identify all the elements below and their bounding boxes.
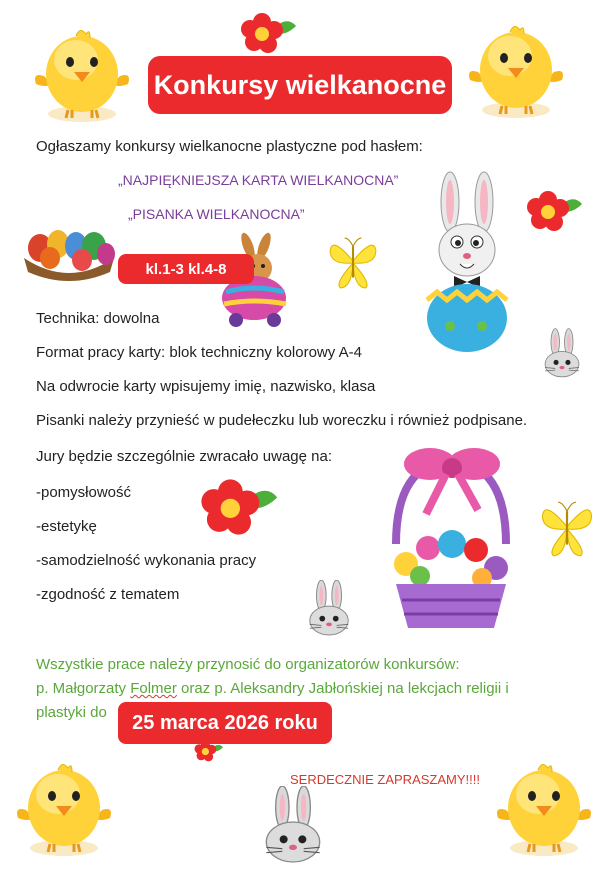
criteria-item: -samodzielność wykonania pracy bbox=[36, 552, 257, 569]
invite-text: SERDECZNIE ZAPRASZAMY!!!! bbox=[290, 772, 480, 787]
basket-icon bbox=[376, 444, 526, 634]
bunny-icon bbox=[304, 580, 354, 638]
bunny-icon bbox=[540, 328, 584, 380]
flower-icon bbox=[240, 12, 298, 54]
page-title: Konkursy wielkanocne bbox=[148, 56, 452, 114]
chick-icon bbox=[494, 748, 594, 860]
flower-icon bbox=[200, 478, 280, 536]
rule-jury: Jury będzie szczególnie zwracało uwagę na: bbox=[36, 448, 332, 465]
contest-egg-title: „PISANKA WIELKANOCNA” bbox=[128, 206, 305, 222]
rule-technique: Technika: dowolna bbox=[36, 310, 160, 327]
rule-eggs: Pisanki należy przynieść w pudełeczku lub woreczku i również podpisane. bbox=[36, 412, 528, 429]
chick-icon bbox=[14, 748, 114, 860]
bunny-egg-icon bbox=[420, 166, 514, 352]
butterfly-icon bbox=[326, 236, 380, 290]
footer-line-2-end: oraz p. Aleksandry Jabłońskiej na lekcjach religii i bbox=[176, 680, 509, 697]
footer-line-1: Wszystkie prace należy przynosić do organizatorów konkursów: bbox=[36, 656, 460, 673]
footer-line-3: plastyki do bbox=[36, 704, 107, 721]
chick-icon bbox=[466, 10, 566, 122]
classes-badge: kl.1-3 kl.4-8 bbox=[118, 254, 254, 284]
footer-organizer-name: Folmer bbox=[130, 680, 177, 697]
footer-line-2-start: p. Małgorzaty bbox=[36, 680, 131, 697]
footer-line-2 bbox=[36, 680, 509, 697]
criteria-item: -pomysłowość bbox=[36, 484, 132, 501]
egg-basket-icon bbox=[20, 218, 118, 284]
rule-signature: Na odwrocie karty wpisujemy imię, nazwisko, klasa bbox=[36, 378, 376, 395]
flower-icon bbox=[526, 190, 584, 232]
intro-text: Ogłaszamy konkursy wielkanocne plastyczne pod hasłem: bbox=[36, 138, 423, 155]
rule-format: Format pracy karty: blok techniczny kolorowy A-4 bbox=[36, 344, 362, 361]
bunny-icon bbox=[258, 786, 328, 866]
deadline-badge: 25 marca 2026 roku bbox=[118, 702, 332, 744]
chick-icon bbox=[32, 14, 132, 126]
butterfly-icon bbox=[540, 500, 594, 558]
contest-card-title: „NAJPIĘKNIEJSZA KARTA WIELKANOCNA” bbox=[118, 172, 399, 188]
criteria-item: -estetykę bbox=[36, 518, 97, 535]
criteria-item: -zgodność z tematem bbox=[36, 586, 180, 603]
